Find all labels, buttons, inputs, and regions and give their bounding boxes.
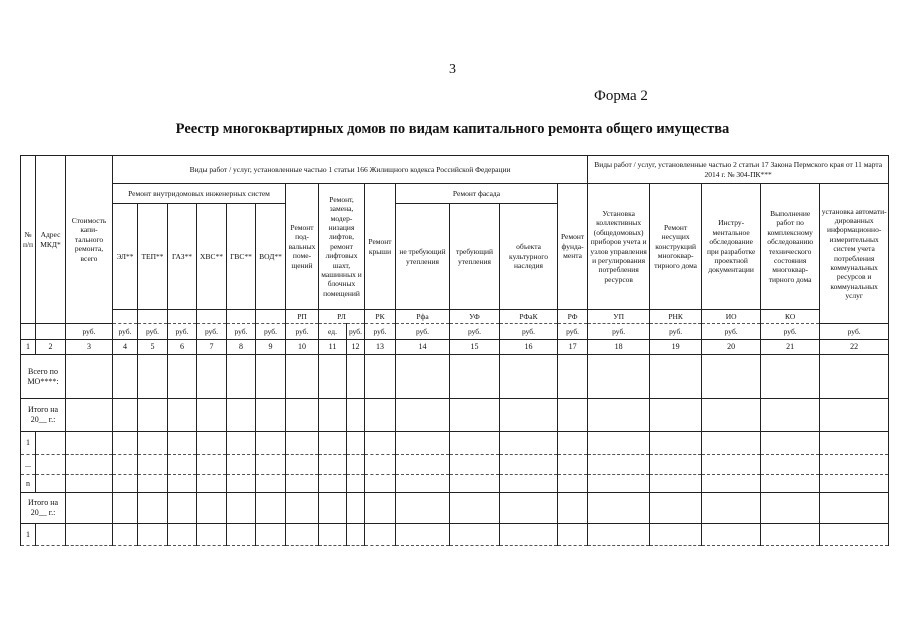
unit-rf: руб. — [558, 324, 588, 340]
unit-rl-rub: руб. — [347, 324, 365, 340]
register-table — [20, 155, 889, 546]
code-rnk: РНК — [650, 310, 702, 324]
unit-rfak: руб. — [500, 324, 558, 340]
column-number: 11 — [319, 340, 347, 355]
column-number: 13 — [365, 340, 396, 355]
row-index: 1 — [21, 432, 36, 455]
column-number-row — [21, 340, 889, 355]
header-roof: Ремонт крыши — [365, 184, 396, 310]
code-rf: РФ — [558, 310, 588, 324]
table-row — [21, 524, 889, 546]
unit-uf: руб. — [450, 324, 500, 340]
unit-gaz: руб. — [168, 324, 197, 340]
code-rk: РК — [365, 310, 396, 324]
row-index: ... — [21, 455, 36, 475]
column-number: 18 — [588, 340, 650, 355]
column-number: 14 — [396, 340, 450, 355]
column-number: 17 — [558, 340, 588, 355]
column-number: 12 — [347, 340, 365, 355]
header-inspection: Инстру-ментальное обследование при разработке проектной документации — [702, 184, 761, 310]
column-number: 15 — [450, 340, 500, 355]
header-complex-survey: Выполнение работ по комплексному обследованию технического состояния многоквар-тирного дома — [761, 184, 820, 310]
unit-rfa: руб. — [396, 324, 450, 340]
column-number: 1 — [21, 340, 36, 355]
header-hvs: ХВС** — [197, 204, 227, 310]
unit-info: руб. — [820, 324, 889, 340]
header-facade-heritage: объекта культурного наследия — [500, 204, 558, 310]
header-gvs: ГВС** — [227, 204, 256, 310]
header-engineering: Ремонт внутридомовых инженерных систем — [113, 184, 286, 204]
row-label-total-mo: Всего по МО****: — [21, 355, 66, 399]
code-uf: УФ — [450, 310, 500, 324]
unit-tep: руб. — [138, 324, 168, 340]
unit-rl-count: ед. — [319, 324, 347, 340]
page-number: 3 — [449, 62, 456, 77]
column-number: 3 — [66, 340, 113, 355]
header-num: № п/п — [21, 156, 36, 324]
header-facade-no-insulation: не требующий утепления — [396, 204, 450, 310]
column-number: 10 — [286, 340, 319, 355]
unit-rk: руб. — [365, 324, 396, 340]
table-row — [21, 455, 889, 475]
code-up: УП — [588, 310, 650, 324]
table-row — [21, 432, 889, 455]
code-io: ИО — [702, 310, 761, 324]
code-rl: РЛ — [319, 310, 365, 324]
unit-gvs: руб. — [227, 324, 256, 340]
header-meters: Установка коллективных (общедомовых) приборов учета и узлов управления и регулирования потребления ресурсов — [588, 184, 650, 310]
column-number: 16 — [500, 340, 558, 355]
code-rfa: Рфа — [396, 310, 450, 324]
header-basement: Ремонт под-вальных поме-щений — [286, 184, 319, 310]
code-rp: РП — [286, 310, 319, 324]
document-title: Реестр многоквартирных домов по видам капитального ремонта общего имущества — [175, 121, 730, 137]
column-number: 20 — [702, 340, 761, 355]
row-index: 1 — [21, 524, 36, 546]
row-label-total-year: Итого на 20__ г.: — [21, 399, 66, 432]
unit-rp: руб. — [286, 324, 319, 340]
header-facade-insulation: требующий утепления — [450, 204, 500, 310]
code-rfak: РФаК — [500, 310, 558, 324]
column-number: 9 — [256, 340, 286, 355]
row-index: n — [21, 475, 36, 493]
column-number: 2 — [36, 340, 66, 355]
form-label: Форма 2 — [594, 88, 648, 104]
unit-rnk: руб. — [650, 324, 702, 340]
table-row — [21, 475, 889, 493]
unit-hvs: руб. — [197, 324, 227, 340]
column-number: 4 — [113, 340, 138, 355]
header-tep: ТЕП** — [138, 204, 168, 310]
column-number: 22 — [820, 340, 889, 355]
table-row — [21, 399, 889, 432]
header-el: ЭЛ** — [113, 204, 138, 310]
unit-cost: руб. — [66, 324, 113, 340]
unit-io: руб. — [702, 324, 761, 340]
row-label-total-year: Итого на 20__ г.: — [21, 493, 66, 524]
header-vod: ВОД** — [256, 204, 286, 310]
code-ko: КО — [761, 310, 820, 324]
column-number: 8 — [227, 340, 256, 355]
column-number: 6 — [168, 340, 197, 355]
header-cost: Стоимость капи-тального ремонта, всего — [66, 156, 113, 324]
table-row — [21, 355, 889, 399]
unit-ko: руб. — [761, 324, 820, 340]
table-row — [21, 493, 889, 524]
header-gaz: ГАЗ** — [168, 204, 197, 310]
column-number: 7 — [197, 340, 227, 355]
header-load-bearing: Ремонт несущих конструкций многоквар-тирного дома — [650, 184, 702, 310]
header-foundation: Ремонт фунда-мента — [558, 184, 588, 310]
header-elevator: Ремонт, замена, модер-низация лифтов, ремонт лифтовых шахт, машинных и блочных помещений — [319, 184, 365, 310]
column-number: 19 — [650, 340, 702, 355]
column-number: 21 — [761, 340, 820, 355]
header-info-systems: установка автомати-дированных информационно-измерительных систем учета потребления коммунальных ресурсов и коммунальных услуг — [820, 184, 889, 324]
header-address: Адрес МКД* — [36, 156, 66, 324]
header-group-2: Виды работ / услуг, установленные частью 2 статьи 17 Закона Пермского края от 11 марта 2014 г. № 304-ПК*** — [588, 156, 889, 184]
unit-up: руб. — [588, 324, 650, 340]
unit-vod: руб. — [256, 324, 286, 340]
header-group-1: Виды работ / услуг, установленные частью 1 статьи 166 Жилищного кодекса Российской Федерации — [113, 156, 588, 184]
column-number: 5 — [138, 340, 168, 355]
header-facade: Ремонт фасада — [396, 184, 558, 204]
unit-el: руб. — [113, 324, 138, 340]
